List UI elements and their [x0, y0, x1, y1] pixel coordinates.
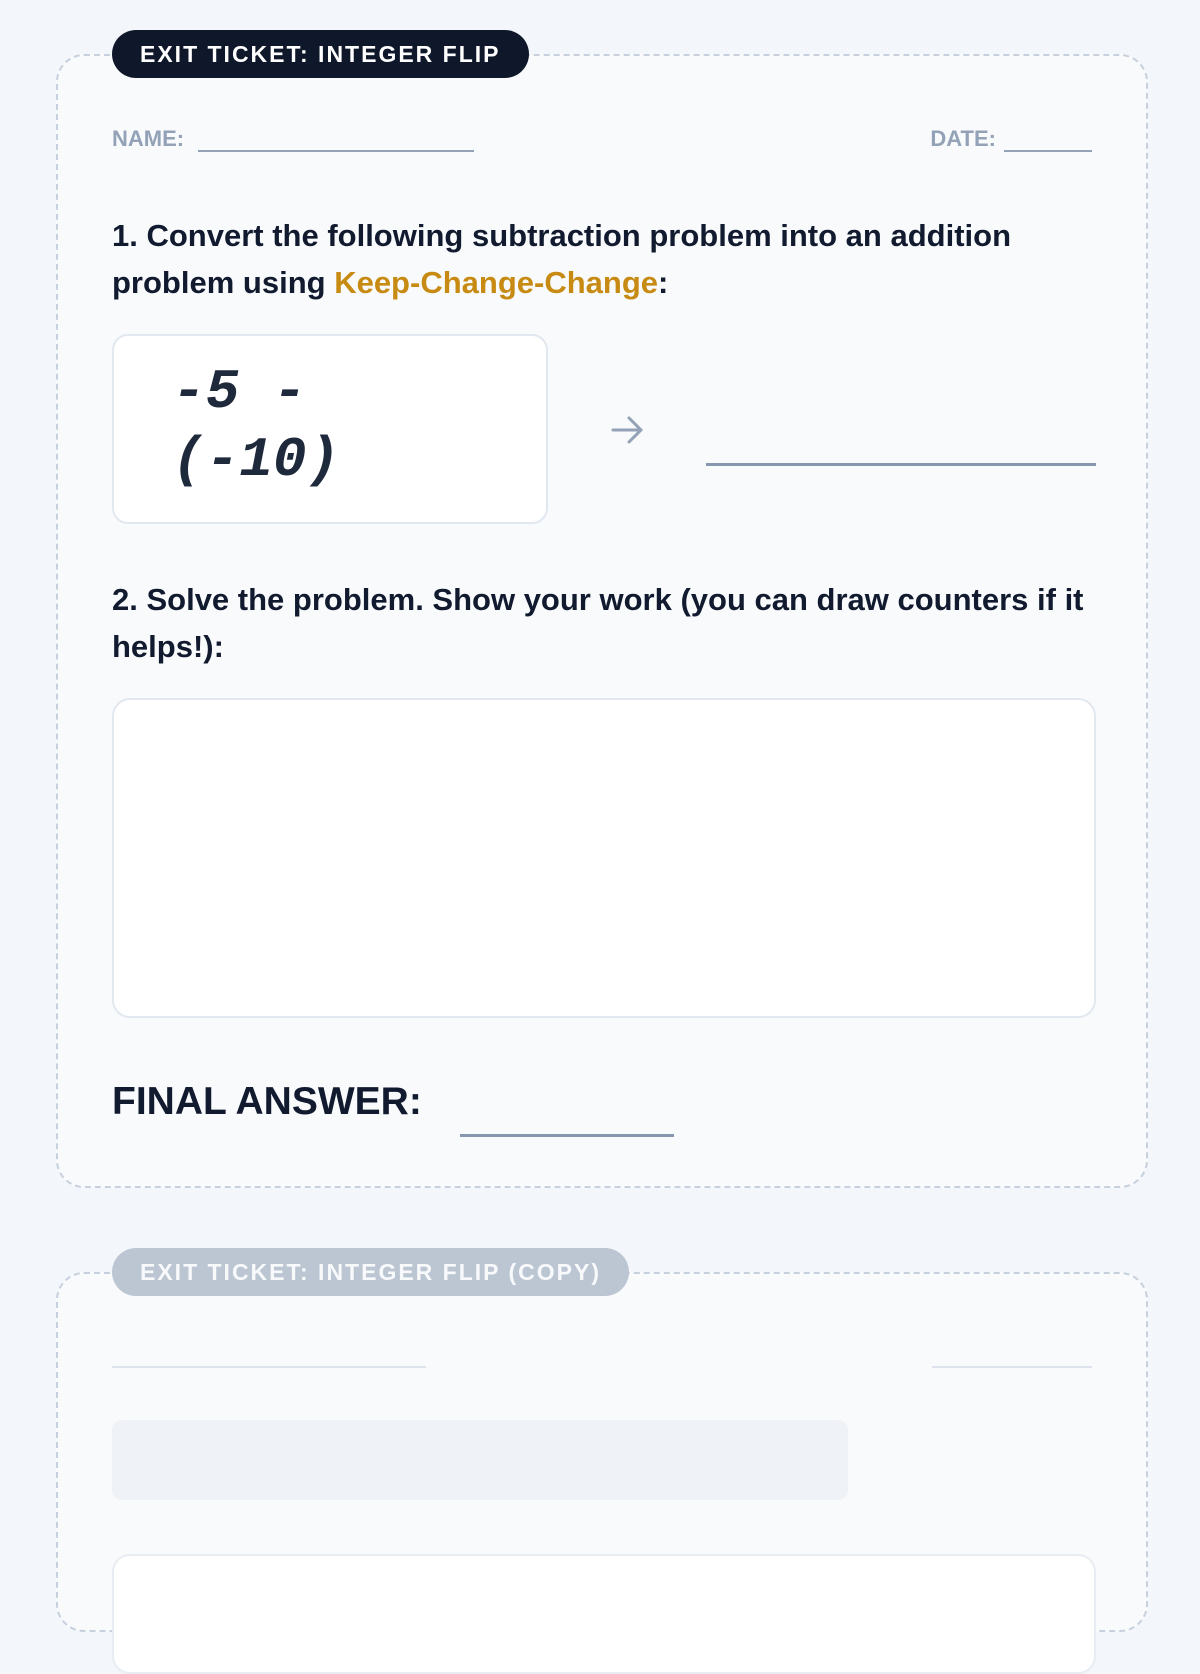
- copy-date-line: [932, 1366, 1092, 1368]
- problem-box: [112, 334, 548, 524]
- copy-name-line: [112, 1366, 426, 1368]
- problem-expression: -5 - (-10): [172, 360, 341, 492]
- arrow-right-icon: [608, 410, 648, 450]
- keep-change-change-highlight: Keep-Change-Change: [334, 265, 658, 300]
- name-label: NAME:: [112, 126, 185, 151]
- ticket-title-badge: EXIT TICKET: INTEGER FLIP: [112, 30, 529, 78]
- final-answer-label: FINAL ANSWER:: [112, 1080, 422, 1123]
- question-2: 2. Solve the problem. Show your work (you can draw counters if it helps!):: [112, 582, 1084, 664]
- question-1-text: 1. Convert the following subtraction problem into an addition problem using: [112, 218, 1011, 300]
- date-label: DATE:: [930, 126, 996, 151]
- work-area[interactable]: [112, 698, 1096, 1018]
- exit-ticket-copy: [56, 1259, 1148, 1632]
- name-field-line[interactable]: [198, 150, 474, 152]
- final-answer-line[interactable]: [460, 1134, 674, 1137]
- copy-question-placeholder: [112, 1420, 848, 1500]
- addition-answer-line[interactable]: [706, 463, 1096, 466]
- question-1-suffix: :: [658, 265, 669, 300]
- date-field-line[interactable]: [1004, 150, 1092, 152]
- copy-problem-box: [112, 1554, 1096, 1674]
- name-date-row: [112, 126, 1092, 166]
- exit-ticket: [56, 41, 1148, 1188]
- question-1: [112, 212, 1096, 306]
- copy-ticket-title-badge: EXIT TICKET: INTEGER FLIP (COPY): [112, 1248, 629, 1296]
